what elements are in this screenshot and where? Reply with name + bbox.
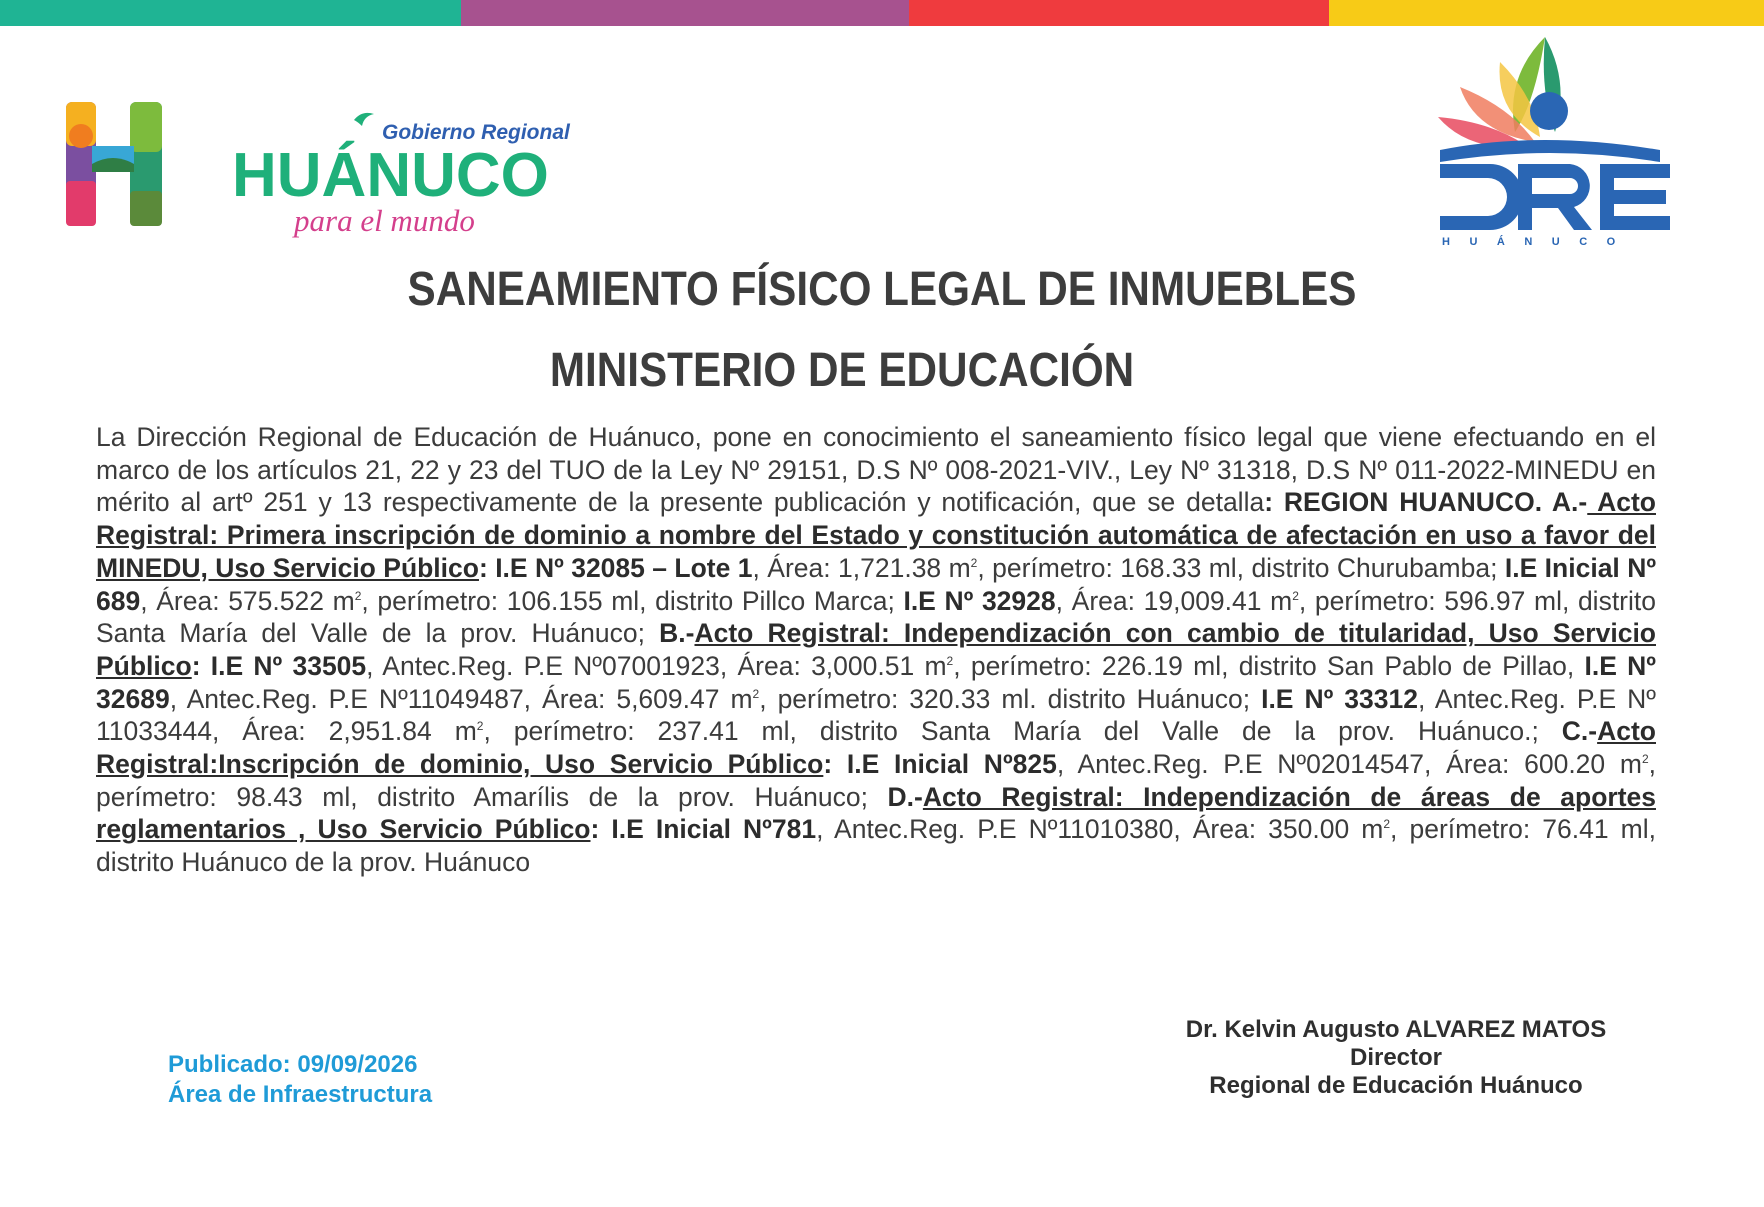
ie-detail: , perímetro: 237.41 ml, distrito Santa María del Valle de la prov. Huánuco.;	[483, 716, 1562, 747]
dre-letters	[1440, 164, 1670, 230]
superscript: 2	[970, 555, 978, 570]
ie-detail: , perímetro: 98.43 ml, distrito Amarílis de la prov. Huánuco;	[96, 749, 1656, 812]
ie-detail: , Antec.Reg. P.E Nº 11033444, Área: 2,951.84 m	[96, 683, 1656, 747]
para-el-mundo-text: para el mundo	[294, 203, 475, 238]
superscript: 2	[354, 588, 362, 603]
section-d-label: D.-	[887, 781, 923, 812]
act-b-title: Acto Registral: Independización con cambio de titularidad, Uso Servicio Público	[96, 618, 1656, 681]
ie-32928: I.E Nº 32928	[903, 585, 1056, 616]
bar-segment-red	[909, 0, 1329, 26]
ie-detail: , Área: 575.522 m	[140, 585, 355, 616]
ie-detail: , perímetro: 320.33 ml. distrito Huánuco;	[759, 683, 1262, 714]
bar-segment-yellow	[1329, 0, 1764, 26]
notice-body	[96, 421, 1656, 879]
intro-text: La Dirección Regional de Educación de Huánuco, pone en conocimiento el saneamiento físico legal que viene efectuando en el marco de los artículos 21, 22 y 23 del TUO de la Ley Nº 29151, D.S Nº 008-2021-VIV., Ley Nº 31318, D.S Nº 011-2022-MINEDU en mérito al artº 251 y 13 respectivamente de la presente publicación y notificación, que se detalla	[96, 422, 1656, 518]
superscript: 2	[946, 654, 954, 669]
ie-32085: : I.E Nº 32085 – Lote 1	[478, 552, 753, 583]
superscript: 2	[1383, 817, 1391, 832]
bar-segment-green	[0, 0, 461, 26]
huanuco-wordmark: HUÁNUCO	[232, 141, 549, 210]
publication-area: Área de Infraestructura	[168, 1081, 433, 1108]
ie-33505: : I.E Nº 33505	[191, 650, 367, 681]
superscript: 2	[476, 719, 484, 734]
ie-detail: , perímetro: 76.41 ml, distrito Huánuco de la prov. Huánuco	[96, 814, 1657, 878]
signer-role: Director	[1349, 1044, 1443, 1071]
gobierno-regional-huanuco-logo	[64, 96, 604, 246]
dre-huanuco-logo	[1420, 32, 1670, 247]
signer-name: Dr. Kelvin Augusto ALVAREZ MATOS	[1185, 1016, 1607, 1043]
act-c-title: Acto Registral:Inscripción de dominio, Uso Servicio Público	[96, 716, 1656, 780]
section-c-label: C.-	[1561, 716, 1598, 747]
dre-subtitle: HUÁNUCO	[1442, 236, 1635, 247]
top-color-bar	[0, 0, 1764, 26]
bar-segment-purple	[461, 0, 909, 26]
ie-detail: , Antec.Reg. P.E Nº07001923, Área: 3,000.51 m	[366, 650, 947, 681]
ie-detail: , perímetro: 106.155 ml, distrito Pillco Marca;	[361, 585, 904, 616]
ie-inicial-825: : I.E Inicial Nº825	[823, 749, 1057, 780]
flower-petals-icon	[1438, 37, 1561, 148]
gobierno-regional-text: Gobierno Regional	[382, 121, 570, 144]
region-label: : REGION HUANUCO. A.-	[1264, 487, 1588, 518]
publication-info	[168, 1050, 432, 1110]
ie-detail: , Antec.Reg. P.E Nº11049487, Área: 5,609.47 m	[169, 683, 753, 714]
ie-inicial-689: I.E Inicial Nº 689	[96, 552, 1657, 616]
publication-date: Publicado: 09/09/2026	[168, 1051, 418, 1078]
book-arc-icon	[1440, 140, 1660, 162]
bird-icon	[354, 113, 374, 126]
person-head-icon	[1530, 92, 1568, 130]
ie-inicial-781: : I.E Inicial Nº781	[590, 814, 817, 845]
superscript: 2	[1292, 588, 1299, 603]
ie-detail: , perímetro: 596.97 ml, distrito Santa María del Valle de la prov. Huánuco;	[96, 585, 1656, 649]
ie-33312: I.E Nº 33312	[1261, 683, 1418, 714]
ie-detail: , Área: 19,009.41 m	[1055, 585, 1293, 616]
superscript: 2	[1641, 752, 1649, 767]
signature-block	[1136, 1016, 1656, 1100]
ie-detail: , Antec.Reg. P.E Nº02014547, Área: 600.20 m	[1056, 749, 1642, 780]
superscript: 2	[752, 686, 760, 701]
act-a-title: Acto Registral: Primera inscripción de dominio a nombre del Estado y constitución automática de afectación en uso a favor del MINEDU, Uso Servicio Público	[96, 487, 1656, 583]
section-b-label: B.-	[659, 618, 695, 649]
ie-detail: , perímetro: 226.19 ml, distrito San Pablo de Pillao,	[953, 650, 1585, 681]
ie-detail: , perímetro: 168.33 ml, distrito Churubamba;	[977, 552, 1505, 583]
ie-detail: , Área: 1,721.38 m	[752, 552, 971, 583]
ie-detail: , Antec.Reg. P.E Nº11010380, Área: 350.00 m	[816, 814, 1384, 845]
subtitle: MINISTERIO DE EDUCACIÓN	[549, 344, 1135, 397]
h-emblem-icon	[66, 102, 162, 226]
ie-32689: I.E Nº 32689	[96, 650, 1656, 714]
signer-office: Regional de Educación Huánuco	[1209, 1072, 1583, 1099]
act-d-title: Acto Registral: Independización de áreas de aportes reglamentarios , Uso Servicio Público	[96, 781, 1656, 845]
main-title: SANEAMIENTO FÍSICO LEGAL DE INMUEBLES	[407, 263, 1357, 316]
